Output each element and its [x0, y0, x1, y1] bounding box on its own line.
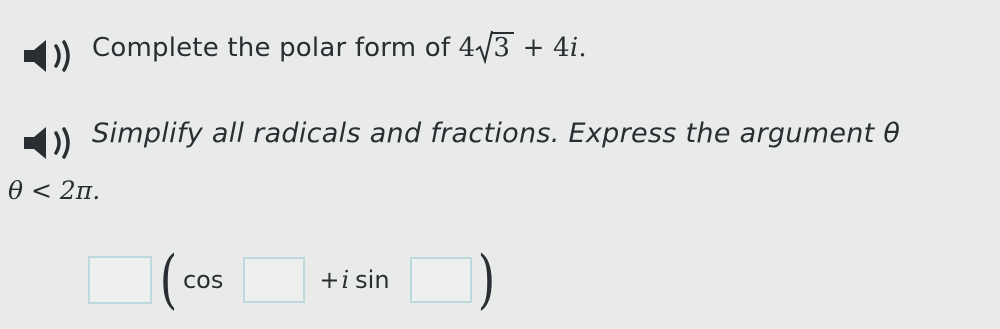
speaker-icon [20, 36, 80, 76]
cos-label: cos [182, 266, 224, 294]
expr-plus-term: + 4 [522, 33, 570, 63]
expr-radicand: 3 [491, 32, 514, 62]
expr-coefficient: 4 [458, 33, 476, 63]
answer-row [88, 242, 499, 318]
left-paren: ( [159, 243, 178, 317]
modulus-input[interactable] [88, 256, 152, 304]
speaker-button-instruction[interactable] [20, 123, 80, 163]
right-paren: ) [477, 243, 495, 317]
expr-sqrt [475, 32, 514, 63]
expr-imaginary-unit: i [569, 33, 579, 63]
plus-label: + [319, 266, 340, 294]
speaker-button-question[interactable] [20, 36, 80, 76]
question-text [92, 32, 587, 63]
expr-period: . [578, 33, 587, 63]
sin-label: sin [355, 266, 390, 294]
imaginary-unit-label: i [341, 266, 350, 294]
sin-argument-input[interactable] [410, 257, 472, 303]
instruction-text: Simplify all radicals and fractions. Express the argument θ [92, 118, 901, 149]
cos-argument-input[interactable] [243, 257, 305, 303]
question-prompt: Complete the polar form of [92, 33, 459, 63]
instruction-continuation: θ < 2π. [8, 176, 101, 205]
speaker-icon [20, 123, 80, 163]
